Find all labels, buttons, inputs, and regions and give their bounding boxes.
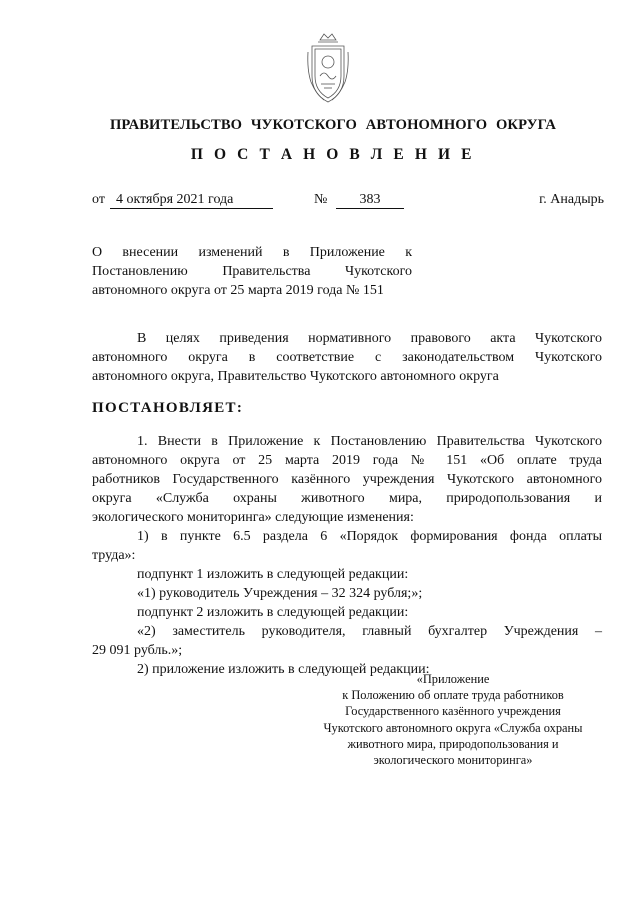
number-sign: № [314, 192, 328, 207]
preamble-line: автономного округа, Правительство Чукотского автономного округа [92, 369, 499, 384]
resolves-heading: ПОСТАНОВЛЯЕТ: [92, 400, 244, 416]
decree-date: 4 октября 2021 года [110, 192, 273, 209]
body-line: 1) в пункте 6.5 раздела 6 «Порядок формирования фонда оплаты [137, 529, 602, 544]
decree-title [92, 243, 412, 300]
body-line: экологического мониторинга» следующие изменения: [92, 510, 414, 525]
body-line: 2) приложение изложить в следующей редакции: [137, 662, 430, 677]
appendix-line: животного мира, природопользования и [347, 736, 559, 751]
decree-number: 383 [336, 192, 404, 209]
appendix-line: Чукотского автономного округа «Служба охраны [323, 720, 583, 735]
preamble [92, 329, 602, 386]
city: г. Анадырь [539, 192, 604, 207]
body-line: «1) руководитель Учреждения – 32 324 рубля;»; [137, 586, 423, 601]
appendix-line: к Положению об оплате труда работников [342, 688, 564, 703]
body-line: «2) заместитель руководителя, главный бухгалтер Учреждения – [137, 624, 602, 639]
appendix-line: «Приложение [416, 672, 490, 686]
body-line: подпункт 1 изложить в следующей редакции: [137, 567, 409, 582]
title-line: автономного округа от 25 марта 2019 года № 151 [92, 283, 384, 298]
coat-of-arms-icon [306, 30, 350, 106]
preamble-line: автономного округа в соответствие с законодательством Чукотского [92, 350, 602, 365]
appendix-line: Государственного казённого учреждения [345, 704, 561, 719]
decree-body [92, 432, 602, 679]
date-prefix: от [92, 192, 105, 207]
government-name: ПРАВИТЕЛЬСТВО ЧУКОТСКОГО АВТОНОМНОГО ОКРУГА [109, 117, 557, 133]
title-line: О внесении изменений в Приложение к [92, 245, 412, 260]
body-line: автономного округа от 25 марта 2019 года № 151 «Об оплате труда [92, 453, 602, 468]
body-line: 29 091 рубль.»; [92, 643, 183, 658]
title-line: Постановлению Правительства Чукотского [92, 264, 412, 279]
body-line: 1. Внести в Приложение к Постановлению Правительства Чукотского [137, 434, 602, 449]
body-line: округа «Служба охраны животного мира, природопользования и [92, 491, 602, 506]
body-line: подпункт 2 изложить в следующей редакции: [137, 605, 409, 620]
appendix-line: экологического мониторинга» [373, 753, 533, 768]
appendix-header [300, 671, 606, 768]
document-type: П О С Т А Н О В Л Е Н И Е [190, 146, 476, 163]
preamble-line: В целях приведения нормативного правового акта Чукотского [137, 331, 602, 346]
body-line: работников Государственного казённого учреждения Чукотского автономного [92, 472, 602, 487]
body-line: труда»: [92, 548, 136, 563]
